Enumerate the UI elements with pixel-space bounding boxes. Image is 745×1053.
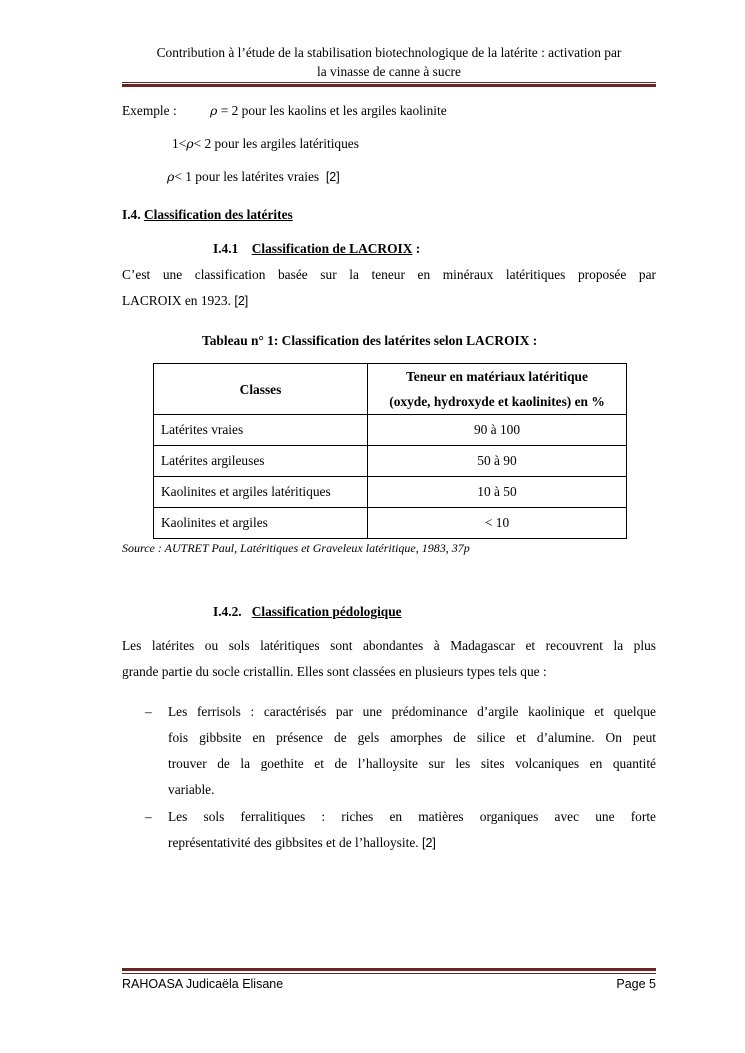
citation: [2] xyxy=(422,836,436,850)
lacroix-paragraph-line-1: C’est une classification basée sur la teneur en minéraux latéritiques proposée par xyxy=(122,267,656,282)
cell-teneur: 10 à 50 xyxy=(368,477,627,508)
footer-page-number: Page 5 xyxy=(616,977,656,991)
citation: [2] xyxy=(325,170,340,184)
header-teneur-line2: (oxyde, hydroxyde et kaolinites) en % xyxy=(389,394,605,409)
header-teneur-line1: Teneur en matériaux latéritique xyxy=(406,369,588,384)
header-classes: Classes xyxy=(154,364,368,415)
cell-classe: Latérites argileuses xyxy=(154,446,368,477)
rho-symbol: ρ xyxy=(210,103,218,118)
running-header xyxy=(122,43,656,81)
example-line-2-text: < 2 pour les argiles latéritiques xyxy=(193,136,359,151)
bullet1-line-1: Les ferrisols : caractérisés par une prédominance d’argile kaolinique et quelque xyxy=(168,704,656,719)
pedologique-paragraph-line-1: Les latérites ou sols latéritiques sont abondantes à Madagascar et recouvrent la plus xyxy=(122,638,656,653)
pedologique-paragraph-line-2: grande partie du socle cristallin. Elles sont classées en plusieurs types tels que : xyxy=(122,664,547,679)
table-row xyxy=(154,477,627,508)
subsection-heading-pedologique xyxy=(213,604,402,620)
subsection-number: I.4.1 xyxy=(213,241,239,256)
rho-symbol: ρ xyxy=(167,169,175,184)
section-heading xyxy=(122,207,293,223)
example-line-1-text: = 2 pour les kaolins et les argiles kaolinite xyxy=(217,103,447,118)
classification-table xyxy=(153,363,627,539)
subsection-number: I.4.2. xyxy=(213,604,242,619)
example-line-3-text: < 1 pour les latérites vraies xyxy=(174,169,320,184)
example-line-2-prefix: 1< xyxy=(172,136,187,151)
subsection-suffix: : xyxy=(412,241,421,256)
subsection-title: Classification de LACROIX xyxy=(251,241,413,256)
bullet2-line-2 xyxy=(168,835,436,851)
example-line-2 xyxy=(172,136,359,152)
example-label: Exemple : xyxy=(122,103,177,118)
lacroix-paragraph-line-2 xyxy=(122,293,248,309)
subsection-title: Classification pédologique xyxy=(251,604,402,619)
footer-rule-thick xyxy=(122,968,656,971)
bullet2-line-1: Les sols ferralitiques : riches en matières organiques avec une forte xyxy=(168,809,656,824)
rho-symbol: ρ xyxy=(186,136,194,151)
cell-classe: Latérites vraies xyxy=(154,415,368,446)
cell-teneur: 90 à 100 xyxy=(368,415,627,446)
cell-classe: Kaolinites et argiles latéritiques xyxy=(154,477,368,508)
subsection-heading-lacroix xyxy=(213,241,420,257)
header-title-line2: la vinasse de canne à sucre xyxy=(317,64,461,79)
bullet1-line-4: variable. xyxy=(168,782,215,797)
bullet-dash: – xyxy=(145,704,152,719)
lacroix-paragraph-text: LACROIX en 1923. xyxy=(122,293,231,308)
footer-author: RAHOASA Judicaëla Elisane xyxy=(122,977,284,991)
header-teneur xyxy=(368,364,627,415)
table-row xyxy=(154,415,627,446)
header-rule-thick xyxy=(122,84,656,87)
bullet-dash: – xyxy=(145,809,152,824)
example-line-1 xyxy=(210,103,447,119)
section-title: Classification des latérites xyxy=(143,207,293,222)
table-row xyxy=(154,446,627,477)
cell-teneur: 50 à 90 xyxy=(368,446,627,477)
header-title-line1: Contribution à l’étude de la stabilisation biotechnologique de la latérite : activation par xyxy=(156,45,622,60)
citation: [2] xyxy=(234,294,249,308)
header-rule-thin xyxy=(122,82,656,83)
footer-rule-thin xyxy=(122,973,656,974)
cell-teneur: < 10 xyxy=(368,508,627,539)
cell-classe: Kaolinites et argiles xyxy=(154,508,368,539)
example-line-3 xyxy=(167,169,340,185)
table-row xyxy=(154,508,627,539)
table-source: Source : AUTRET Paul, Latéritiques et Graveleux latéritique, 1983, 37p xyxy=(122,541,470,555)
table-caption: Tableau n° 1: Classification des latérites selon LACROIX : xyxy=(202,333,538,348)
bullet1-line-3: trouver de la goethite et de l’halloysite sur les sites volcaniques en quantité xyxy=(168,756,656,771)
section-number: I.4. xyxy=(122,207,141,222)
bullet2-text: représentativité des gibbsites et de l’halloysite. xyxy=(168,835,419,850)
bullet1-line-2: fois gibbsite en présence de gels amorphes de silice et d’alumine. On peut xyxy=(168,730,656,745)
table-header-row xyxy=(154,364,627,415)
